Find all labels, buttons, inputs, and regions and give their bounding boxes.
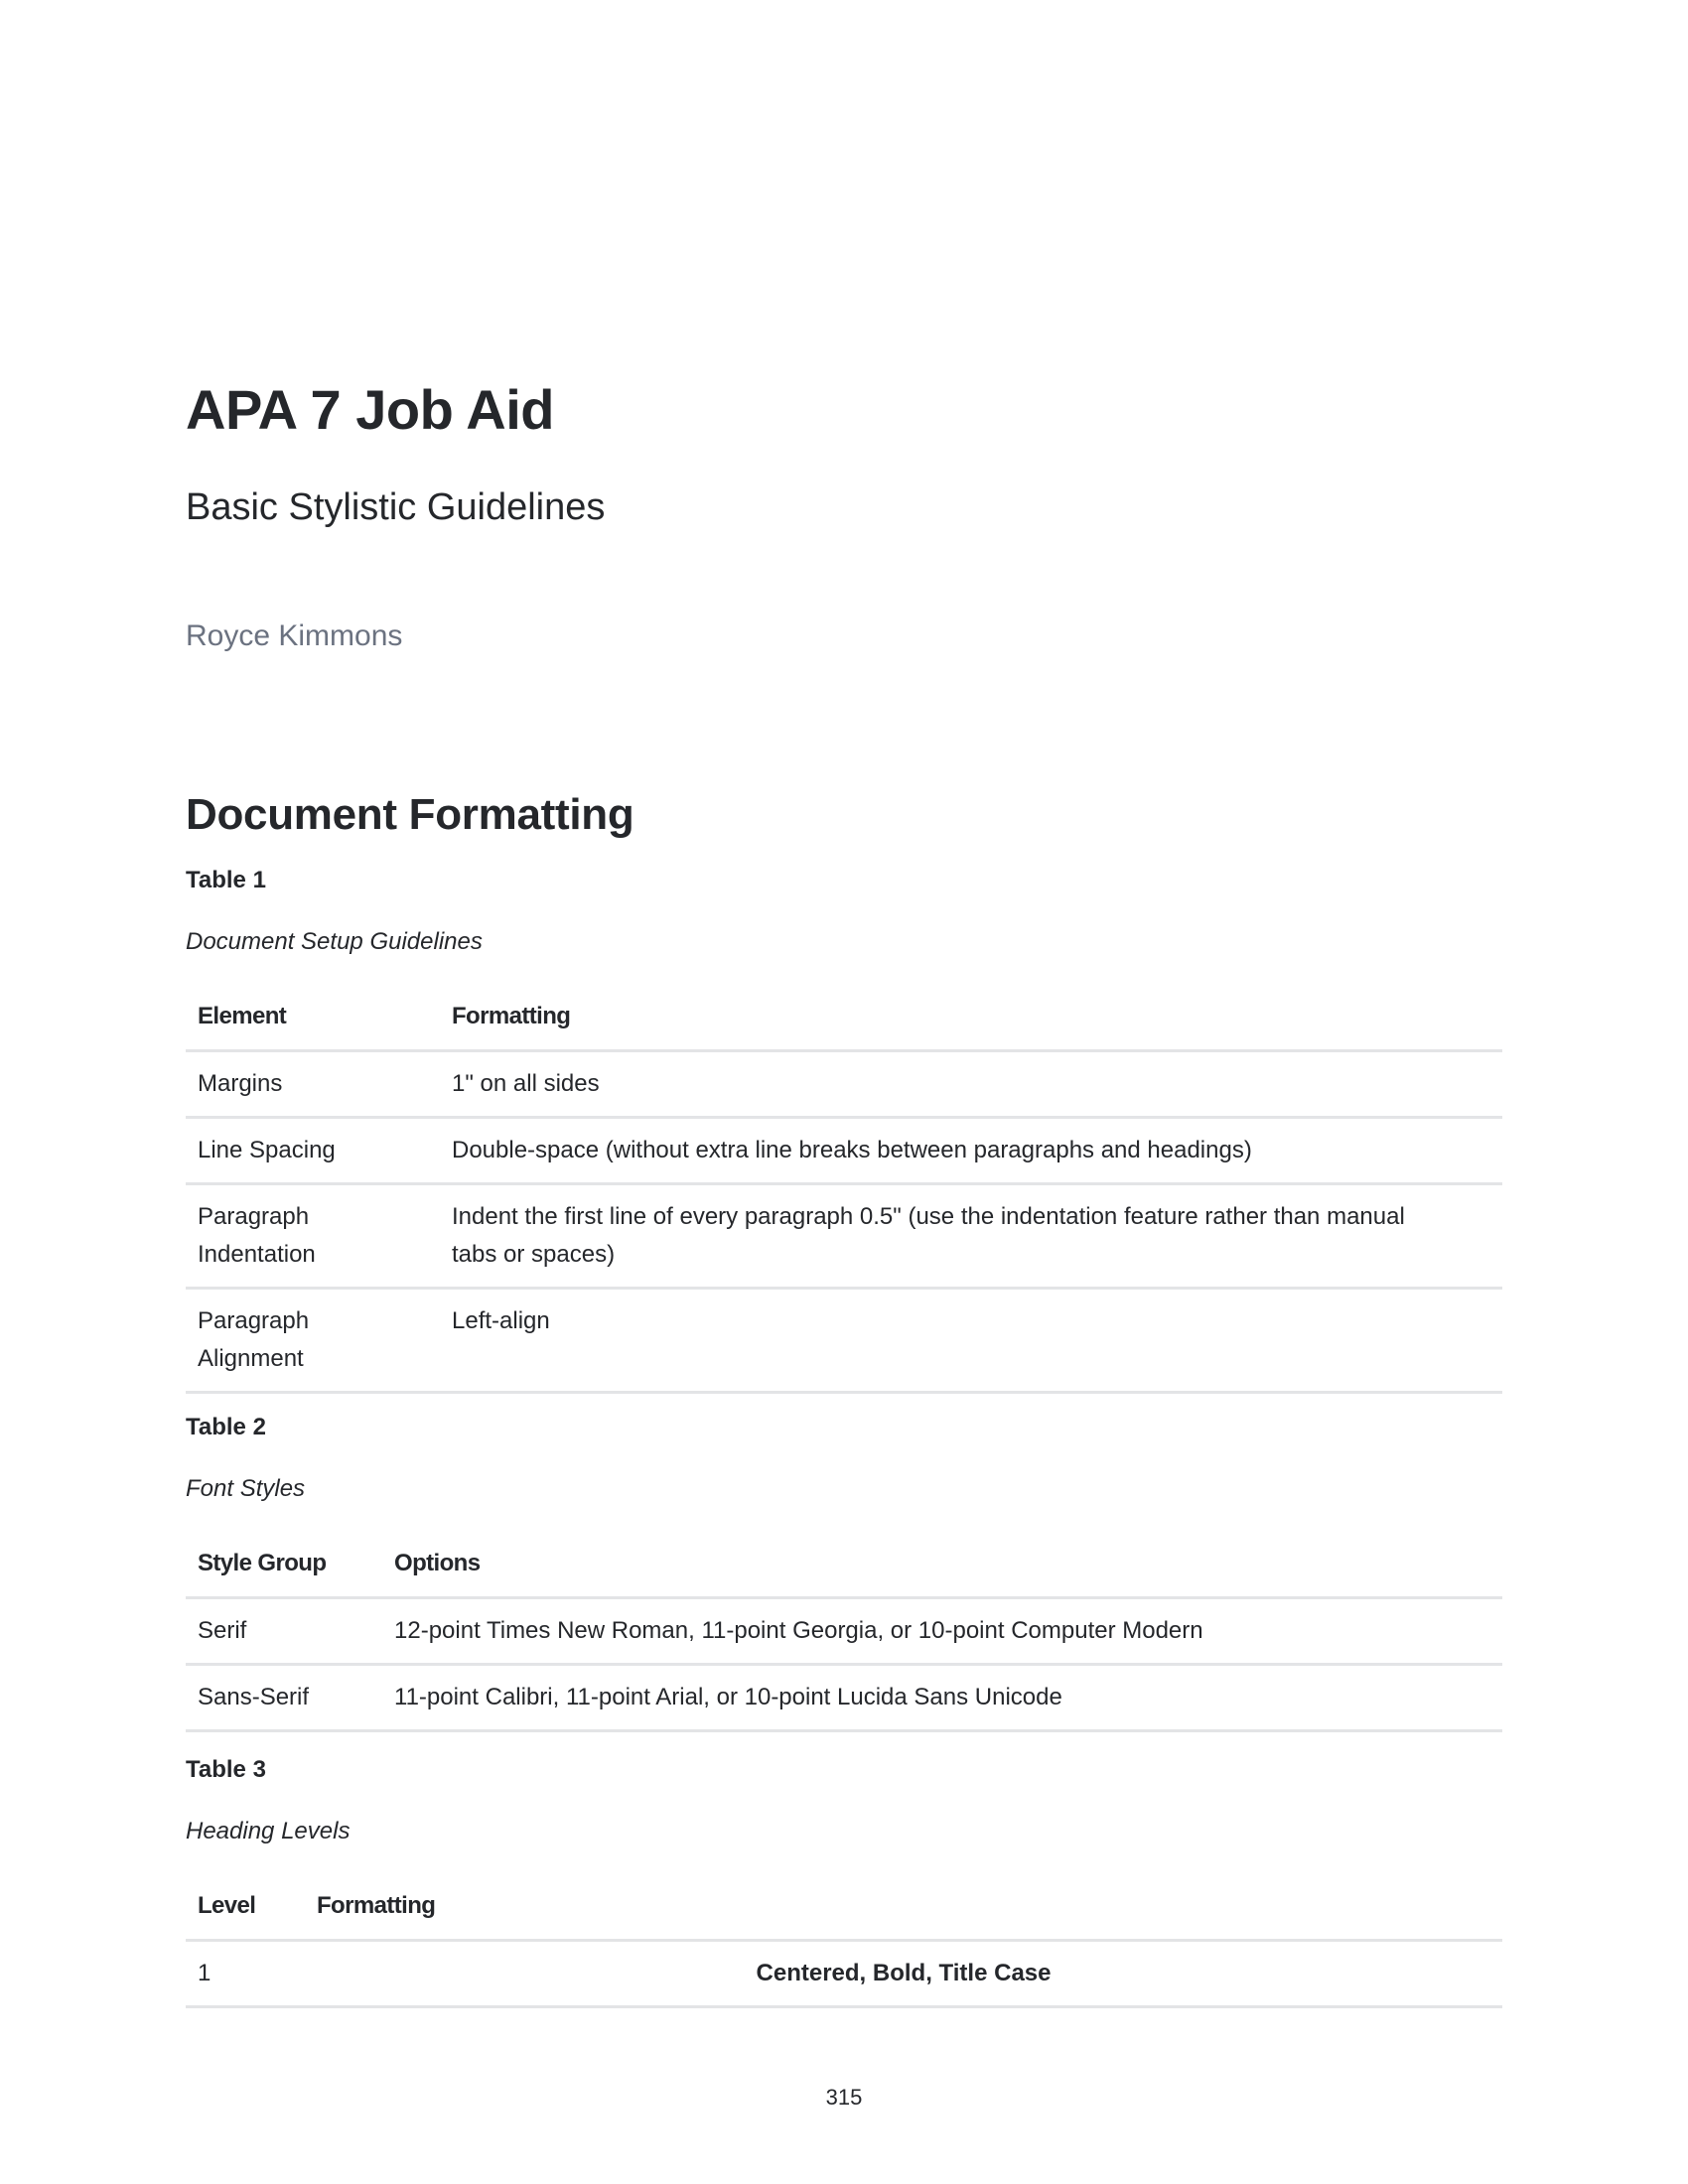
document-subtitle: Basic Stylistic Guidelines (186, 486, 606, 528)
table-cell: Left-align (440, 1289, 1502, 1393)
table-cell: Double-space (without extra line breaks between paragraphs and headings) (440, 1118, 1502, 1184)
table-row (186, 1941, 1502, 2007)
table-cell: Line Spacing (186, 1118, 440, 1184)
table-row (186, 1184, 1502, 1289)
document-page (186, 0, 1502, 2184)
table-1-caption: Document Setup Guidelines (186, 928, 483, 955)
column-header-level: Level (186, 1877, 305, 1941)
table-cell: Centered, Bold, Title Case (305, 1941, 1502, 2007)
table-cell: Indent the first line of every paragraph 0.5" (use the indentation feature rather than manual tabs or spaces) (440, 1184, 1502, 1289)
table-row (186, 1665, 1502, 1731)
table-cell: Margins (186, 1051, 440, 1118)
table-cell: 1 (186, 1941, 305, 2007)
column-header-element: Element (186, 988, 440, 1051)
table-2-label: Table 2 (186, 1414, 266, 1440)
heading-levels-table (186, 1877, 1502, 2008)
table-2-caption: Font Styles (186, 1475, 306, 1502)
column-header-formatting: Formatting (440, 988, 1502, 1051)
table-row (186, 1051, 1502, 1118)
document-author: Royce Kimmons (186, 619, 403, 652)
table-header-row (186, 1535, 1502, 1598)
table-header-row (186, 1877, 1502, 1941)
table-cell: Paragraph Alignment (186, 1289, 440, 1393)
table-header-row (186, 988, 1502, 1051)
document-setup-table (186, 988, 1502, 1394)
column-header-formatting: Formatting (305, 1877, 1502, 1941)
table-3-label: Table 3 (186, 1756, 266, 1783)
table-cell: 1" on all sides (440, 1051, 1502, 1118)
table-row (186, 1289, 1502, 1393)
column-header-options: Options (382, 1535, 1502, 1598)
font-styles-table (186, 1535, 1502, 1732)
table-1-label: Table 1 (186, 867, 266, 893)
table-cell: Paragraph Indentation (186, 1184, 440, 1289)
table-cell: 12-point Times New Roman, 11-point Georgia, or 10-point Computer Modern (382, 1598, 1502, 1665)
table-cell: 11-point Calibri, 11-point Arial, or 10-point Lucida Sans Unicode (382, 1665, 1502, 1731)
table-row (186, 1598, 1502, 1665)
table-cell: Serif (186, 1598, 382, 1665)
table-cell: Sans-Serif (186, 1665, 382, 1731)
document-title: APA 7 Job Aid (186, 378, 555, 441)
table-3-caption: Heading Levels (186, 1818, 351, 1844)
table-row (186, 1118, 1502, 1184)
page-number: 315 (825, 2085, 863, 2110)
section-heading: Document Formatting (186, 790, 634, 839)
column-header-style-group: Style Group (186, 1535, 382, 1598)
